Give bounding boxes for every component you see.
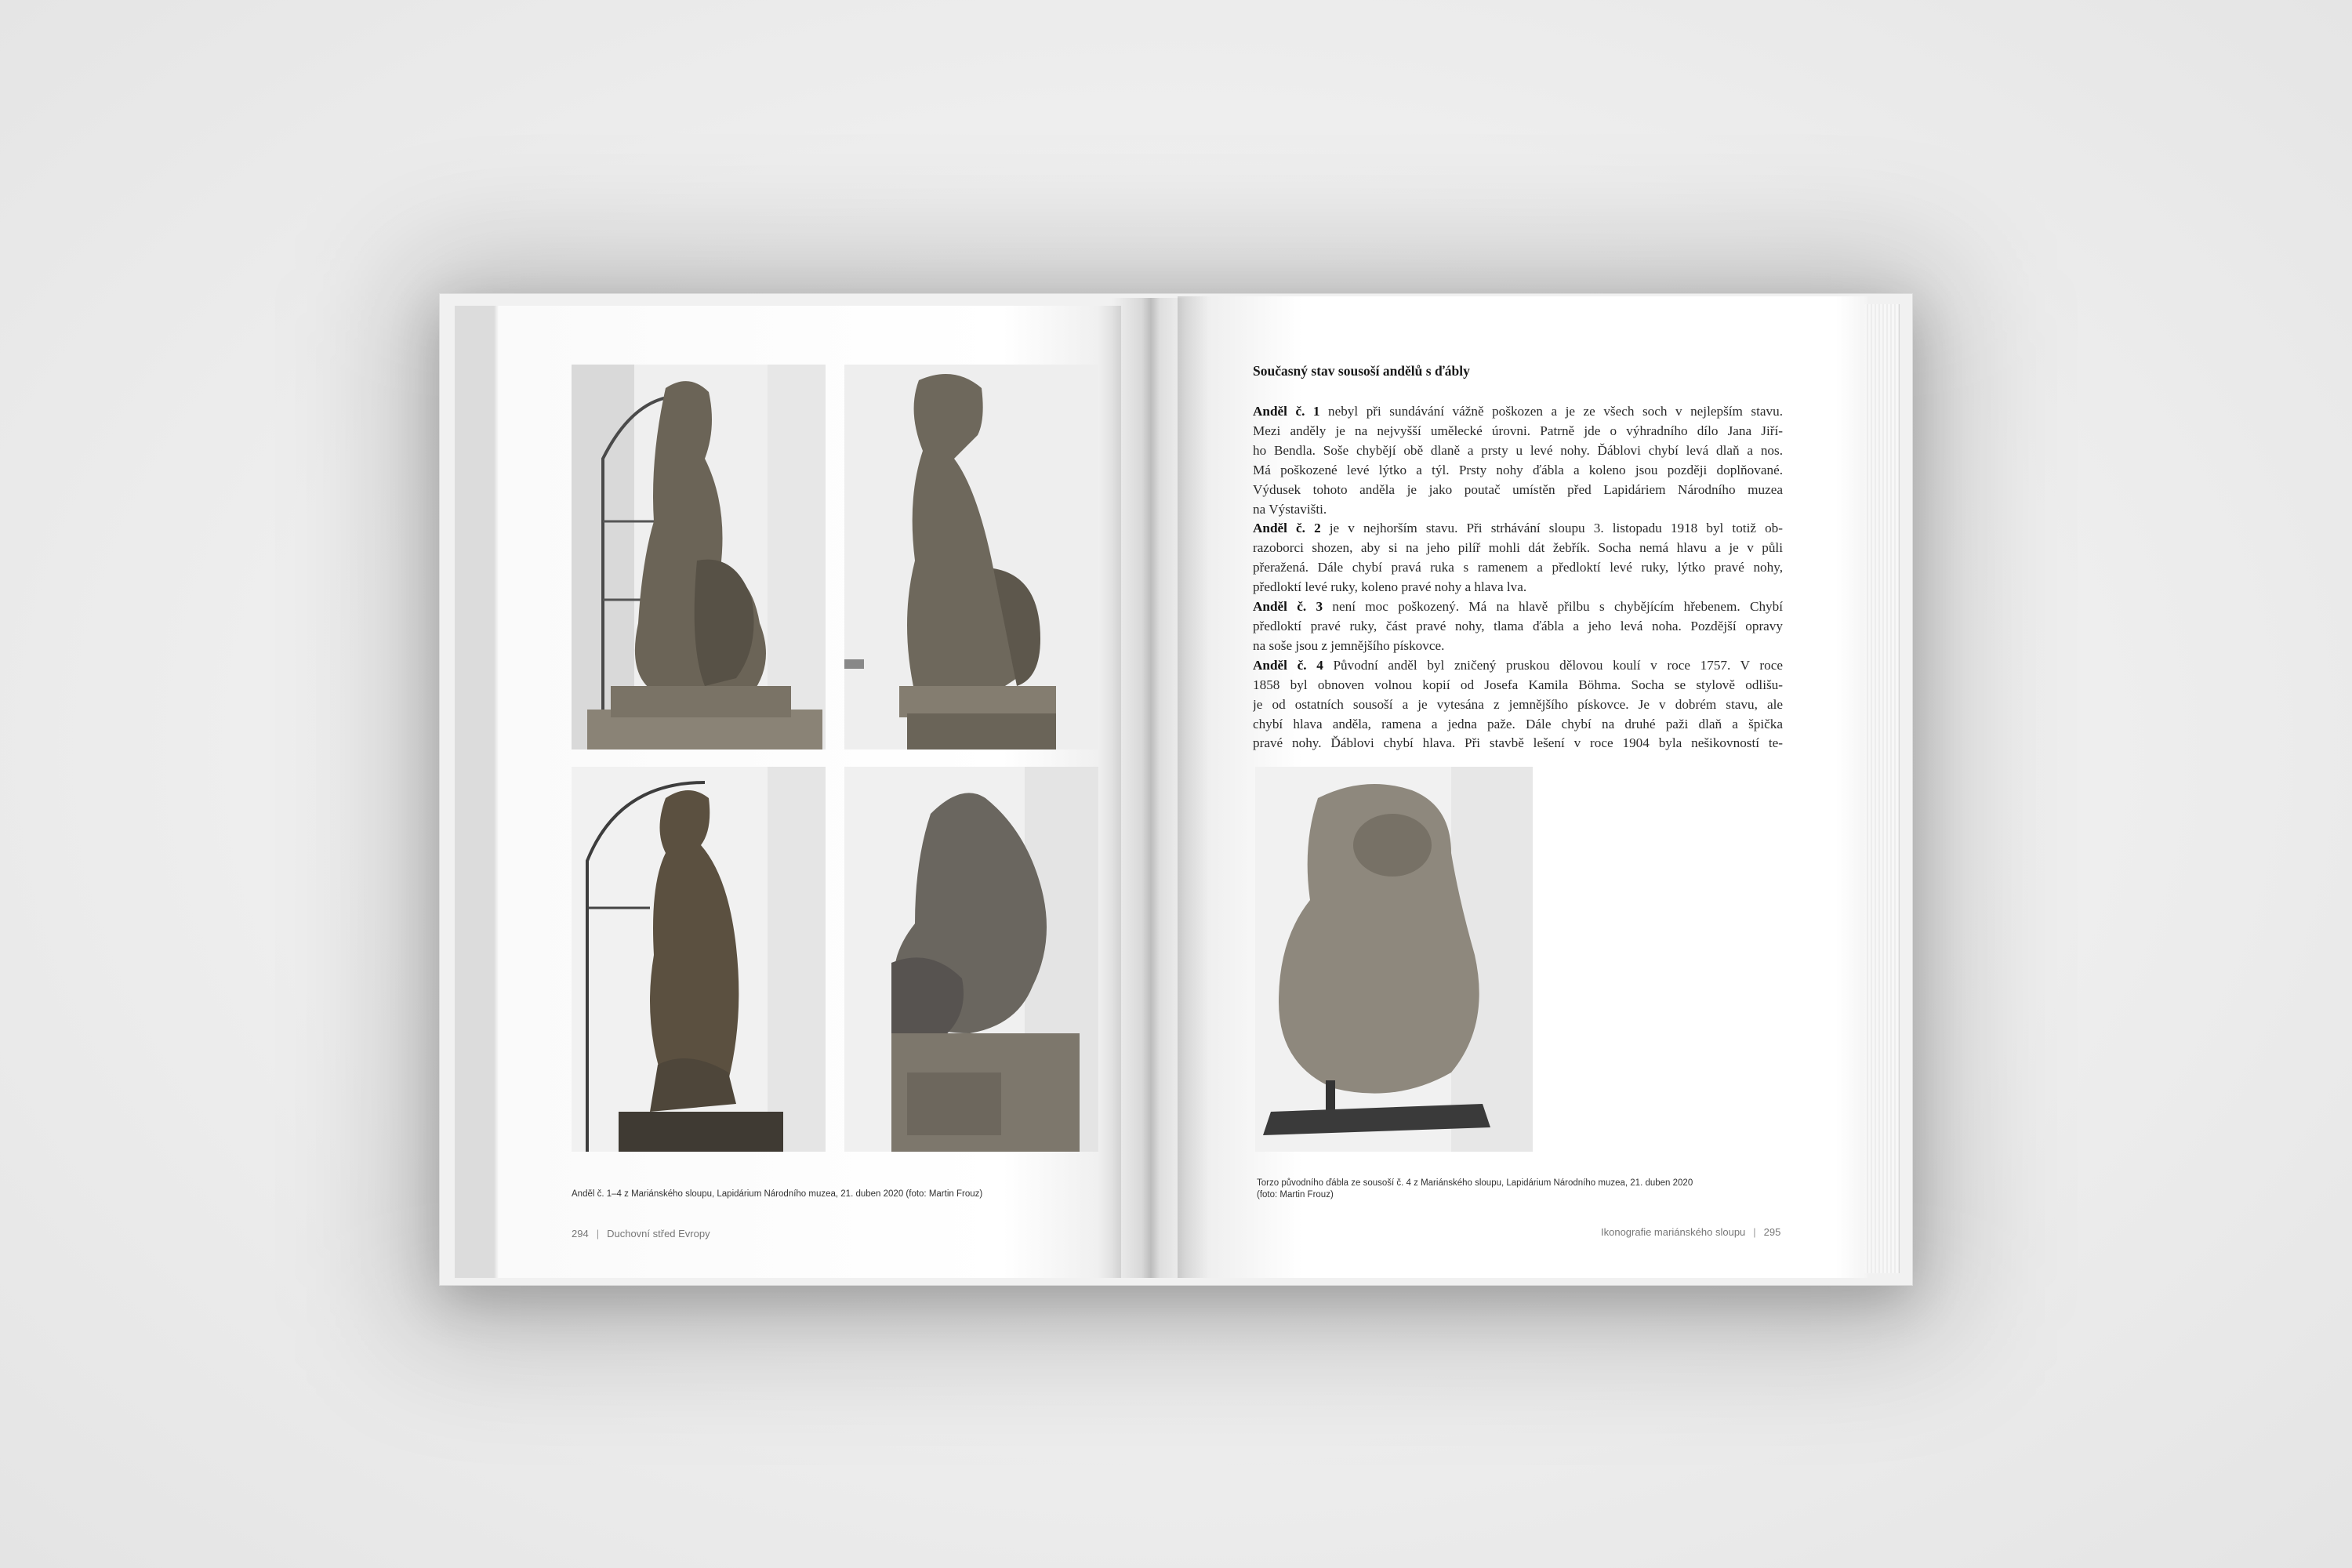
book-gutter: [1112, 298, 1187, 1278]
text-line: chybí hlava anděla, ramena a jedna paže. Dále chybí na druhé paži dlaň a špička: [1253, 716, 1783, 731]
photo-angel-1: [572, 365, 826, 750]
left-page-number: 294: [572, 1228, 589, 1240]
right-page-number: 295: [1763, 1226, 1781, 1238]
right-photo-caption: [1257, 1178, 1759, 1201]
text-line: Anděl č. 1 nebyl při sundávání vážně poškozen a je ze všech soch v nejlepším stavu.: [1253, 404, 1783, 419]
right-running-title: Ikonografie mariánského sloupu: [1601, 1226, 1746, 1238]
left-photo-caption: Anděl č. 1–4 z Mariánského sloupu, Lapidárium Národního muzea, 21. duben 2020 (foto: Martin Frouz): [572, 1189, 983, 1199]
text-line: přeražená. Dále chybí pravá ruka s ramenem a předloktí levé ruky, lýtko pravé nohy,: [1253, 560, 1783, 575]
photo-angel-2: [844, 365, 1098, 750]
text-line: Výdusek tohoto anděla je jako poutač umístěn před Lapidáriem Národního muzea: [1253, 481, 1783, 497]
text-line: předloktí pravé ruky, část pravé nohy, tlama ďábla a jeho levá noha. Pozdější opravy: [1253, 618, 1783, 633]
text-line: na soše jsou z jemnějšího pískovce.: [1253, 637, 1445, 653]
text-line: 1858 byl obnoven volnou kopií od Josefa Kamila Böhma. Socha se stylově odlišu-: [1253, 677, 1783, 692]
page-edges: [1864, 304, 1900, 1273]
text-line: je od ostatních sousoší a je vytesána z jemnějšího pískovce. Je v dobrém stavu, ale: [1253, 696, 1783, 712]
folio-separator: |: [596, 1228, 600, 1240]
text-line: ho Bendla. Soše chybějí obě dlaně a prsty u levé nohy. Ďáblovi chybí levá dlaň a nos.: [1253, 442, 1783, 458]
left-running-title: Duchovní střed Evropy: [607, 1228, 710, 1240]
photo-angel-3: [572, 767, 826, 1152]
text-line: pravé nohy. Ďáblovi chybí hlava. Při stavbě lešení v roce 1904 byla nešikovností te-: [1253, 735, 1783, 751]
text-line: Mezi anděly je na nejvyšší umělecké úrovni. Patrně jde o výhradního dílo Jana Jiří-: [1253, 423, 1783, 438]
text-line: Anděl č. 4 Původní anděl byl zničený pruskou dělovou koulí v roce 1757. V roce: [1253, 657, 1783, 673]
photo-devil-torso: [1255, 767, 1533, 1152]
right-folio: [1601, 1226, 1780, 1238]
text-line: Anděl č. 2 je v nejhorším stavu. Při strhávání sloupu 3. listopadu 1918 byl totiž ob-: [1253, 521, 1783, 536]
right-caption-line-1: Torzo původního ďábla ze sousoší č. 4 z Mariánského sloupu, Lapidárium Národního muzea, 21. duben 2020: [1257, 1178, 1693, 1188]
text-line: Anděl č. 3 není moc poškozený. Má na hlavě přilbu s chybějícím hřebenem. Chybí: [1253, 599, 1783, 615]
folio-separator: |: [1753, 1226, 1756, 1238]
body-text: [1253, 402, 1783, 753]
section-heading: Současný stav sousoší andělů s ďábly: [1253, 363, 1470, 379]
photo-angel-4: [844, 767, 1098, 1152]
right-caption-line-2: (foto: Martin Frouz): [1257, 1190, 1334, 1200]
text-line: předloktí levé ruky, koleno pravé nohy a hlava lva.: [1253, 579, 1527, 595]
text-line: Má poškozené levé lýtko a týl. Prsty nohy ďábla a koleno jsou později doplňované.: [1253, 462, 1783, 477]
text-line: razoborci shozen, aby si na jeho pilíř mohli dát žebřík. Socha nemá hlavu a je v půli: [1253, 540, 1783, 556]
left-folio: [572, 1228, 710, 1240]
text-line: na Výstavišti.: [1253, 501, 1327, 517]
